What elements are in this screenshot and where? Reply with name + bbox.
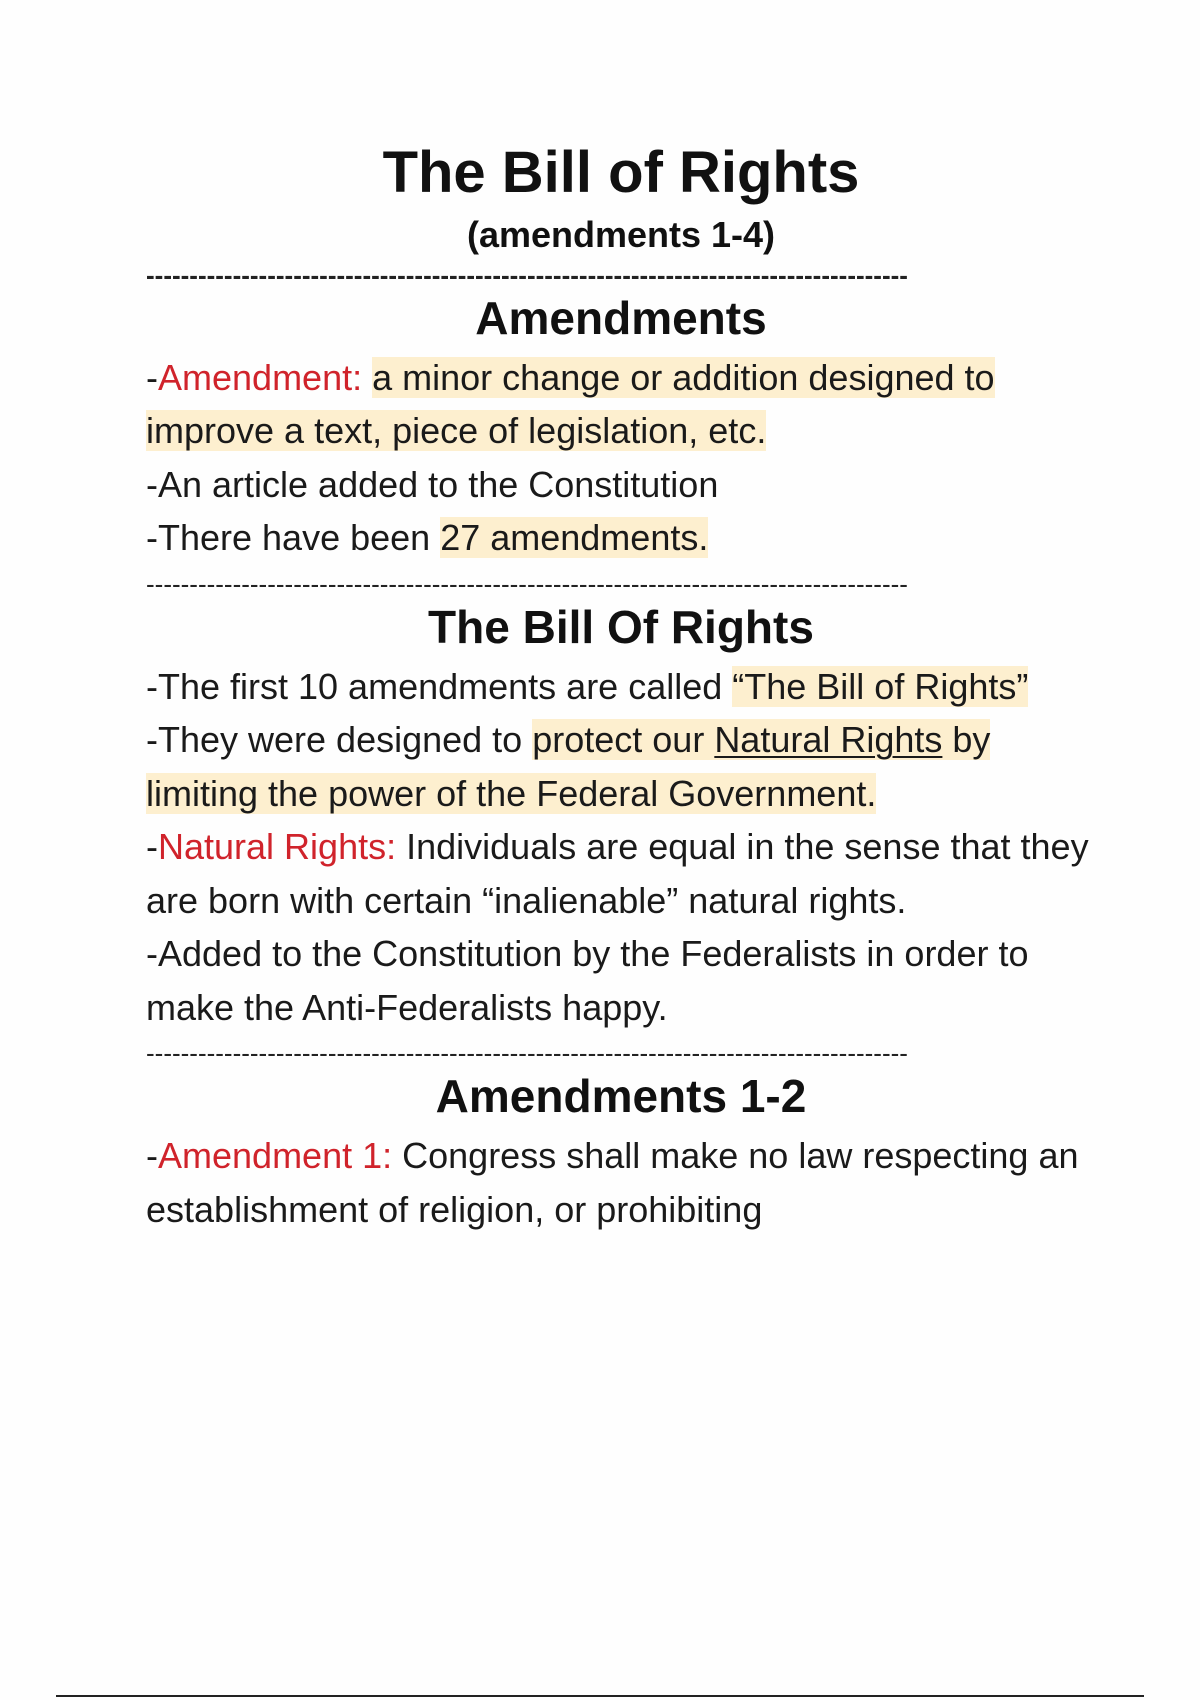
highlighted-bill-name: “The Bill of Rights” (732, 665, 1029, 707)
document-content (146, 140, 1096, 1236)
bullet-text: -The first 10 amendments are called (146, 665, 733, 707)
section-divider: ---------------------------------------------------------------------------------------- (146, 570, 908, 597)
highlighted-definition: a minor change or addition designed to improve a text, piece of legislation, etc. (146, 356, 995, 452)
bullet-dash: - (146, 356, 158, 398)
spacer (362, 357, 372, 398)
definition-amendment (146, 351, 1096, 458)
bullet-text: -They were designed to (146, 719, 533, 761)
document-subtitle: (amendments 1-4) (466, 213, 776, 255)
highlighted-count: 27 amendments. (440, 517, 709, 559)
term-natural-rights: Natural Rights: (158, 826, 397, 868)
bullet-amendment-count (146, 511, 1096, 565)
section-divider: ---------------------------------------------------------------------------------------- (146, 1040, 908, 1067)
bullet-dash: - (146, 826, 158, 868)
section-heading-amendments-1-2: Amendments 1-2 (435, 1070, 807, 1123)
bullet-dash: - (146, 1135, 158, 1177)
section-heading-amendments: Amendments (475, 291, 767, 344)
bullet-text: -There have been (146, 517, 441, 559)
bullet-article: -An article added to the Constitution (146, 463, 719, 505)
term-amendment-1: Amendment 1: (158, 1135, 393, 1177)
bullet-designed-to (146, 713, 1096, 820)
definition-text: Individuals are equal in the sense that they are born with certain “inalienable” natural rights. (146, 826, 1089, 921)
page-bottom-rule (56, 1695, 1144, 1697)
underlined-natural-rights: Natural Rights (714, 719, 943, 761)
highlight-text: protect our (532, 719, 715, 761)
definition-amendment-1 (146, 1129, 1096, 1236)
term-amendment: Amendment: (158, 356, 363, 398)
bullet-federalists: -Added to the Constitution by the Federalists in order to make the Anti-Federalists happy. (146, 933, 1029, 1028)
document-title: The Bill of Rights (382, 140, 860, 205)
bullet-first-ten (146, 660, 1096, 714)
highlight-text: by limiting the power of the Federal Government. (146, 719, 991, 814)
section-divider: ---------------------------------------------------------------------------------------- (146, 261, 908, 288)
definition-text: Congress shall make no law respecting an establishment of religion, or prohibiting (146, 1135, 1079, 1230)
section-heading-bill-of-rights: The Bill Of Rights (428, 600, 814, 653)
definition-natural-rights (146, 820, 1096, 927)
